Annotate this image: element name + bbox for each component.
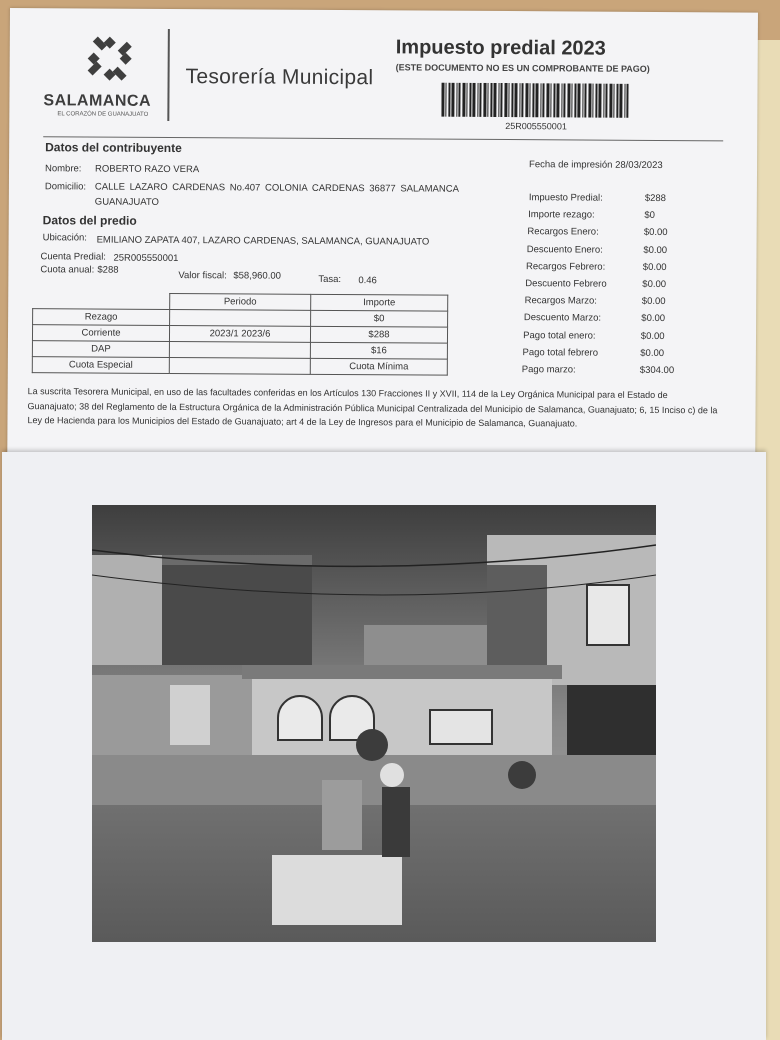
summary-value: $0.00 [641, 313, 666, 325]
summary-label: Impuesto Predial: [528, 192, 603, 204]
barcode-bar [487, 83, 488, 117]
barcode-bar [529, 83, 530, 117]
barcode-bar [616, 84, 618, 118]
address-label: Domicilio: [44, 181, 87, 193]
barcode [441, 83, 631, 124]
rate-label: Tasa: [318, 273, 342, 286]
taxpayer-name: ROBERTO RAZO VERA [94, 163, 200, 176]
barcode-bar [479, 83, 481, 117]
barcode-number: 25R005550001 [505, 121, 567, 132]
table-header-cell [33, 293, 170, 310]
table-cell [170, 309, 311, 326]
barcode-bar [451, 83, 454, 117]
barcode-bar [514, 83, 517, 117]
table-cell [169, 357, 310, 374]
barcode-bar [493, 83, 496, 117]
summary-value: $0.00 [643, 244, 668, 256]
summary-value: $304.00 [639, 364, 675, 377]
house-street-photo-icon [92, 505, 656, 942]
summary-label: Pago total enero: [523, 329, 596, 342]
barcode-bar [466, 83, 467, 117]
summary-value: $0 [644, 210, 655, 222]
barcode-bar [588, 84, 591, 118]
barcode-bar [624, 84, 625, 118]
header-divider [167, 29, 170, 121]
barcode-bar [525, 83, 528, 117]
barcode-bar [592, 84, 593, 118]
municipality-tagline: EL CORAZÓN DE GUANAJUATO [57, 111, 149, 118]
name-label: Nombre: [44, 163, 82, 175]
barcode-bar [595, 84, 597, 118]
barcode-bar [546, 83, 549, 117]
summary-label: Importe rezago: [528, 209, 595, 221]
barcode-bar [598, 84, 601, 118]
account-label: Cuenta Predial: [40, 251, 106, 263]
barcode-bar [483, 83, 486, 117]
property-account: 25R005550001 [113, 252, 179, 265]
table-row [32, 357, 447, 376]
barcode-bar [605, 84, 607, 118]
summary-value: $0.00 [642, 278, 667, 291]
summary-label: Recargos Marzo: [524, 295, 597, 307]
summary-value: $0.00 [643, 227, 668, 239]
table-cell: Rezago [33, 309, 170, 326]
fiscal-value-label: Valor fiscal: [178, 270, 227, 282]
barcode-bar [511, 83, 513, 117]
barcode-bar [477, 83, 478, 117]
summary-value: $0.00 [641, 296, 666, 308]
barcode-bar [574, 83, 576, 117]
barcode-bar [469, 83, 471, 117]
table-cell: Corriente [32, 325, 169, 342]
summary-label: Pago total febrero [522, 346, 599, 359]
table-cell: Cuota Especial [32, 357, 169, 374]
summary-value: $0.00 [642, 261, 667, 273]
summary-label: Recargos Enero: [527, 226, 599, 238]
barcode-bar [504, 83, 507, 117]
rate-value: 0.46 [358, 275, 377, 287]
summary-label: Descuento Marzo: [523, 312, 602, 325]
barcode-bar [490, 83, 492, 117]
barcode-bar [609, 84, 612, 118]
summary-label: Pago marzo: [521, 364, 576, 376]
property-photo [92, 505, 656, 942]
table-cell: $0 [311, 310, 448, 327]
table-cell: $16 [310, 342, 447, 359]
barcode-bar [456, 83, 457, 117]
barcode-bar [448, 83, 450, 117]
barcode-bar [556, 83, 559, 117]
barcode-bar [553, 83, 555, 117]
summary-label: Descuento Enero: [526, 243, 603, 256]
annual-fee: $288 [97, 264, 119, 276]
barcode-bar [613, 84, 614, 118]
summary-label: Recargos Febrero: [525, 260, 606, 273]
summary-value: $0.00 [640, 347, 665, 359]
barcode-bar [542, 83, 544, 117]
annual-fee-label: Cuota anual: [40, 264, 95, 276]
address-line-1: CALLE LAZARO CARDENAS No.407 COLONIA CARDENAS 36877 SALAMANCA [94, 181, 459, 195]
summary-label: Descuento Febrero [525, 278, 607, 290]
barcode-bar [519, 83, 520, 117]
address-line-2: GUANAJUATO [94, 196, 159, 208]
print-date: Fecha de impresión 28/03/2023 [529, 159, 663, 171]
barcode-bar [540, 83, 541, 117]
table-cell: Cuota Mínima [310, 358, 447, 375]
table-cell: DAP [32, 341, 169, 358]
barcode-bar [567, 83, 570, 117]
barcode-bar [458, 83, 460, 117]
barcode-bar [619, 84, 622, 118]
barcode-bar [561, 83, 562, 117]
property-section-title: Datos del predio [42, 213, 137, 228]
barcode-bar [582, 83, 583, 117]
fiscal-value: $58,960.00 [233, 270, 281, 282]
legal-text: La suscrita Tesorera Municipal, en uso de las facultades conferidas en los Artículos 130 Fracciones II y XVII, 114 de la Ley Orgánica Municipal para el Estado de Guanajuato; 38 del Reglamento de la Estructura Orgánica de la Administración Pública Municipal Centralizada del Municipio de Salamanca, Guanajuato; 6, 15 Inciso c) de la Ley de Hacienda para los Municipios del Estado de Guanajuato; art 4 de la Ley de Ingresos para el Municipio de Salamanca, Guanajuato. [27, 386, 718, 429]
barcode-bar [532, 83, 534, 117]
barcode-bar [550, 83, 551, 117]
table-cell: 2023/1 2023/6 [169, 325, 310, 342]
barcode-bar [472, 83, 475, 117]
barcode-bar [563, 83, 565, 117]
barcode-bar [498, 83, 499, 117]
barcode-bar [508, 83, 509, 117]
barcode-bar [521, 83, 523, 117]
location-label: Ubicación: [42, 232, 87, 244]
barcode-bar [500, 83, 502, 117]
barcode-bar [535, 83, 538, 117]
table-cell: $288 [310, 326, 447, 343]
document-subtitle: (ESTE DOCUMENTO NO ES UN COMPROBANTE DE PAGO) [395, 62, 650, 74]
document-title: Impuesto predial 2023 [395, 36, 606, 60]
barcode-bar [603, 84, 604, 118]
taxpayer-section-title: Datos del contribuyente [45, 140, 182, 156]
barcode-bar [571, 83, 572, 117]
summary-value: $0.00 [640, 330, 665, 342]
tax-document-sheet [7, 8, 758, 459]
table-header-cell: Importe [311, 294, 448, 311]
municipality-name: SALAMANCA [43, 92, 152, 110]
barcode-bar [441, 83, 444, 117]
table-cell [169, 341, 310, 358]
barcode-bar [577, 83, 580, 117]
property-location: EMILIANO ZAPATA 407, LAZARO CARDENAS, SALAMANCA, GUANAJUATO [96, 234, 430, 248]
office-name: Tesorería Municipal [185, 65, 374, 90]
barcode-bar [462, 83, 465, 117]
barcode-bar [626, 84, 628, 118]
table-header-cell: Periodo [170, 293, 311, 310]
barcode-bar [445, 83, 446, 117]
period-table [32, 292, 448, 376]
barcode-bar [584, 84, 586, 118]
summary-value: $288 [644, 192, 667, 205]
